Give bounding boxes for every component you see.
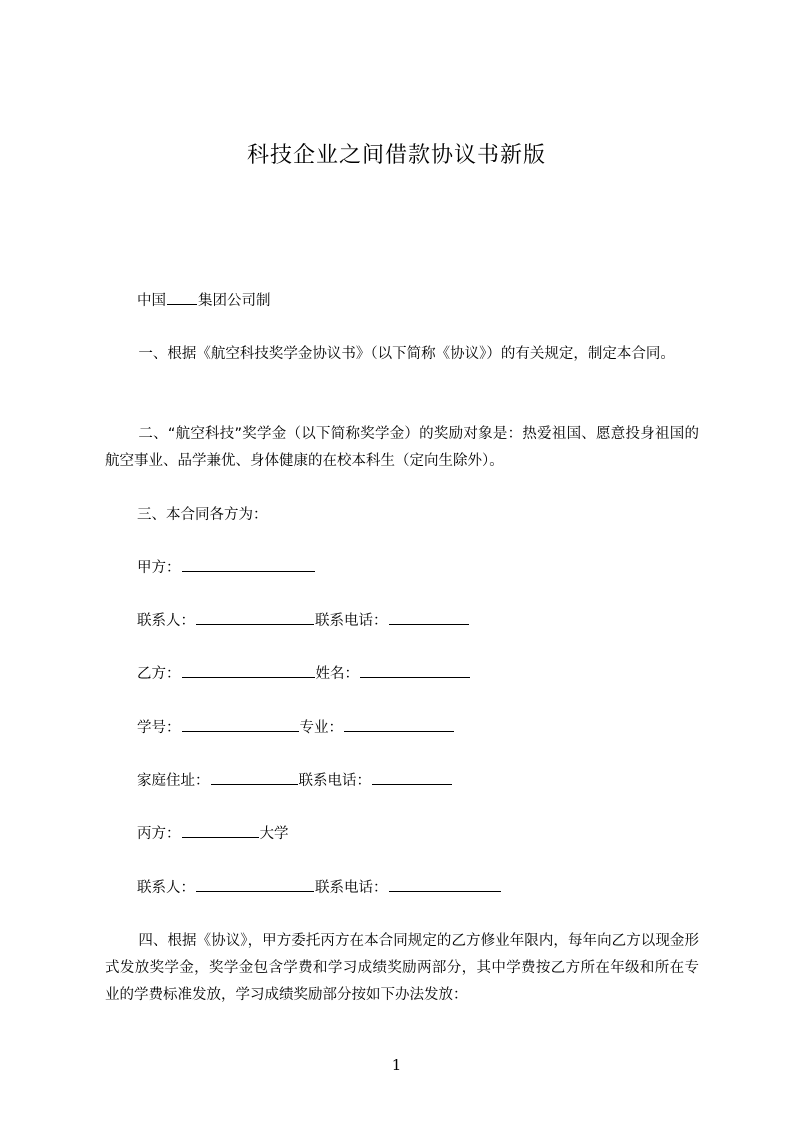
university-suffix: 大学 — [259, 826, 289, 842]
phone-blank — [372, 770, 452, 785]
blank-field — [167, 290, 197, 305]
party-a-contact-line — [105, 608, 737, 634]
address-label: 家庭住址： — [137, 773, 210, 789]
name-blank — [360, 663, 470, 678]
phone-label: 联系电话： — [315, 613, 388, 629]
student-id-blank — [182, 717, 299, 732]
party-a-blank — [182, 557, 315, 572]
university-blank — [182, 823, 259, 838]
party-b-study-line — [105, 715, 737, 741]
phone-label: 联系电话： — [315, 880, 388, 896]
contact-label: 联系人： — [137, 880, 195, 896]
party-b-home-line — [105, 768, 737, 794]
document-title: 科技企业之间借款协议书新版 — [246, 143, 546, 168]
clause-3: 三、本合同各方为： — [137, 507, 268, 523]
party-c-label: 丙方： — [137, 826, 181, 842]
page-number: 1 — [391, 1056, 402, 1074]
issuer-prefix: 中国 — [137, 293, 166, 309]
contact-blank — [196, 877, 314, 892]
name-label: 姓名： — [315, 666, 359, 682]
clause-1: 一、根据《航空科技奖学金协议书》（以下简称《协议》）的有关规定，制定本合同。 — [138, 346, 675, 362]
clause-4: 四、根据《协议》，甲方委托丙方在本合同规定的乙方修业年限内，每年向乙方以现金形式发放奖学金，奖学金包含学费和学习成绩奖励两部分，其中学费按乙方所在年级和所在专业的学费标准发放，学习成绩奖励部分按如下办法发放： — [105, 933, 699, 1003]
phone-label: 联系电话： — [298, 773, 371, 789]
address-blank — [211, 770, 298, 785]
party-b-line — [105, 661, 737, 687]
contact-label: 联系人： — [137, 613, 195, 629]
major-label: 专业： — [299, 720, 343, 736]
clause-2: 二、“航空科技”奖学金（以下简称奖学金）的奖励对象是：热爱祖国、愿意投身祖国的航空事业、品学兼优、身体健康的在校本科生（定向生除外）。 — [105, 426, 699, 469]
party-a-label: 甲方： — [137, 560, 181, 576]
issuer-suffix: 集团公司制 — [198, 293, 271, 309]
phone-blank — [389, 877, 501, 892]
party-c-line — [105, 821, 737, 847]
party-a-line — [105, 555, 737, 581]
party-b-blank — [182, 663, 315, 678]
party-c-contact-line — [105, 875, 737, 901]
major-blank — [344, 717, 454, 732]
phone-blank — [389, 610, 469, 625]
issuer-line — [105, 288, 737, 314]
contact-blank — [196, 610, 314, 625]
student-id-label: 学号： — [137, 720, 181, 736]
party-b-label: 乙方： — [137, 666, 181, 682]
